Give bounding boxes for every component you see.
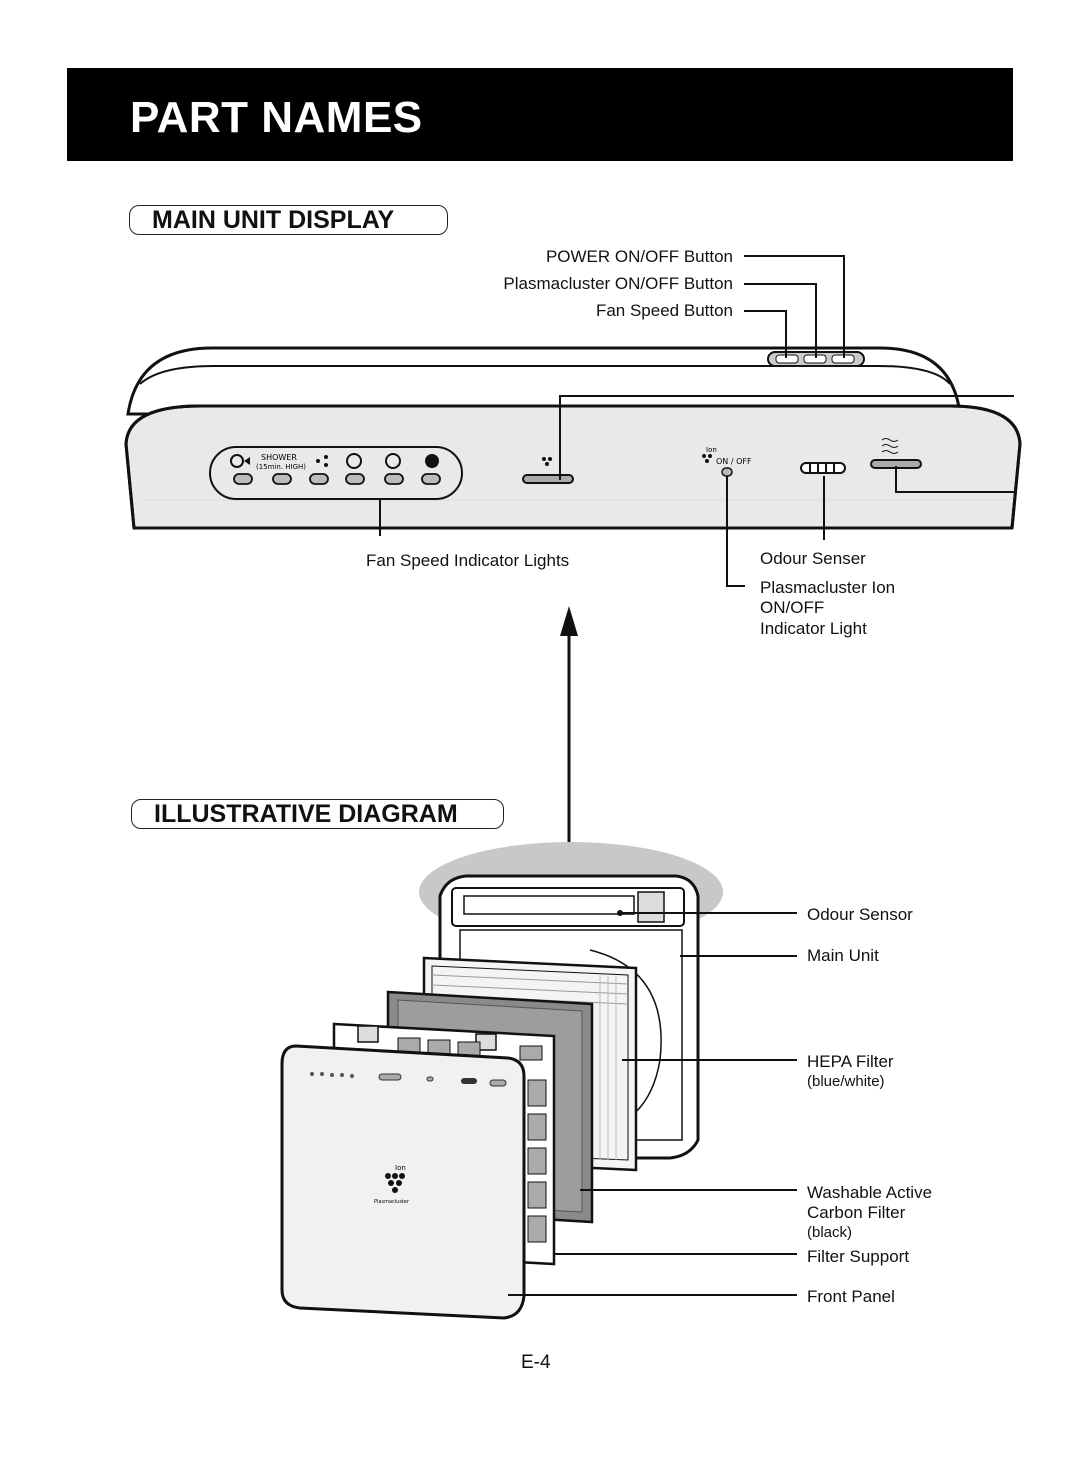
plasmacluster-button-label: Plasmacluster ON/OFF Button [503,274,733,293]
carbon-filter-label-line2: Carbon Filter [807,1203,906,1222]
plasma-ion-label-line3: Indicator Light [760,619,867,638]
section-title: MAIN UNIT DISPLAY [152,206,395,234]
front-ion-label: Ion [395,1164,406,1172]
power-button-label: POWER ON/OFF Button [545,247,733,266]
hepa-filter-color-label: (blue/white) [807,1073,885,1090]
fan-speed-button-label: Fan Speed Button [595,301,733,320]
page-title: PART NAMES [130,93,423,142]
shower-sub-label: (15min. HIGH) [256,463,307,471]
section-title: ILLUSTRATIVE DIAGRAM [154,800,458,828]
fan-speed-lights-label: Fan Speed Indicator Lights [366,551,570,570]
front-brand-label: Plasmacluster [374,1199,410,1205]
page-number: E-4 [521,1352,551,1373]
carbon-filter-label-line1: Washable Active [807,1183,933,1202]
odour-sensor-label: Odour Sensor [807,905,913,924]
odour-senser-label: Odour Senser [760,549,866,568]
hepa-filter-label: HEPA Filter [807,1052,894,1071]
shower-label: SHOWER [261,453,297,462]
main-unit-label: Main Unit [807,946,879,965]
odour-sensor-vents [801,463,845,473]
carbon-filter-color-label: (black) [807,1224,853,1241]
plasma-ion-label-line1: Plasmacluster Ion [760,578,896,597]
ion-label: Ion [706,446,717,454]
on-off-label: ON / OFF [716,457,752,466]
arrow-up-icon [560,606,578,844]
plasma-ion-label-line2: ON/OFF [760,598,825,617]
front-panel-drawing [282,1046,524,1318]
filter-support-label: Filter Support [807,1247,910,1266]
front-panel-label: Front Panel [807,1287,895,1306]
fan-speed-panel [210,447,462,499]
